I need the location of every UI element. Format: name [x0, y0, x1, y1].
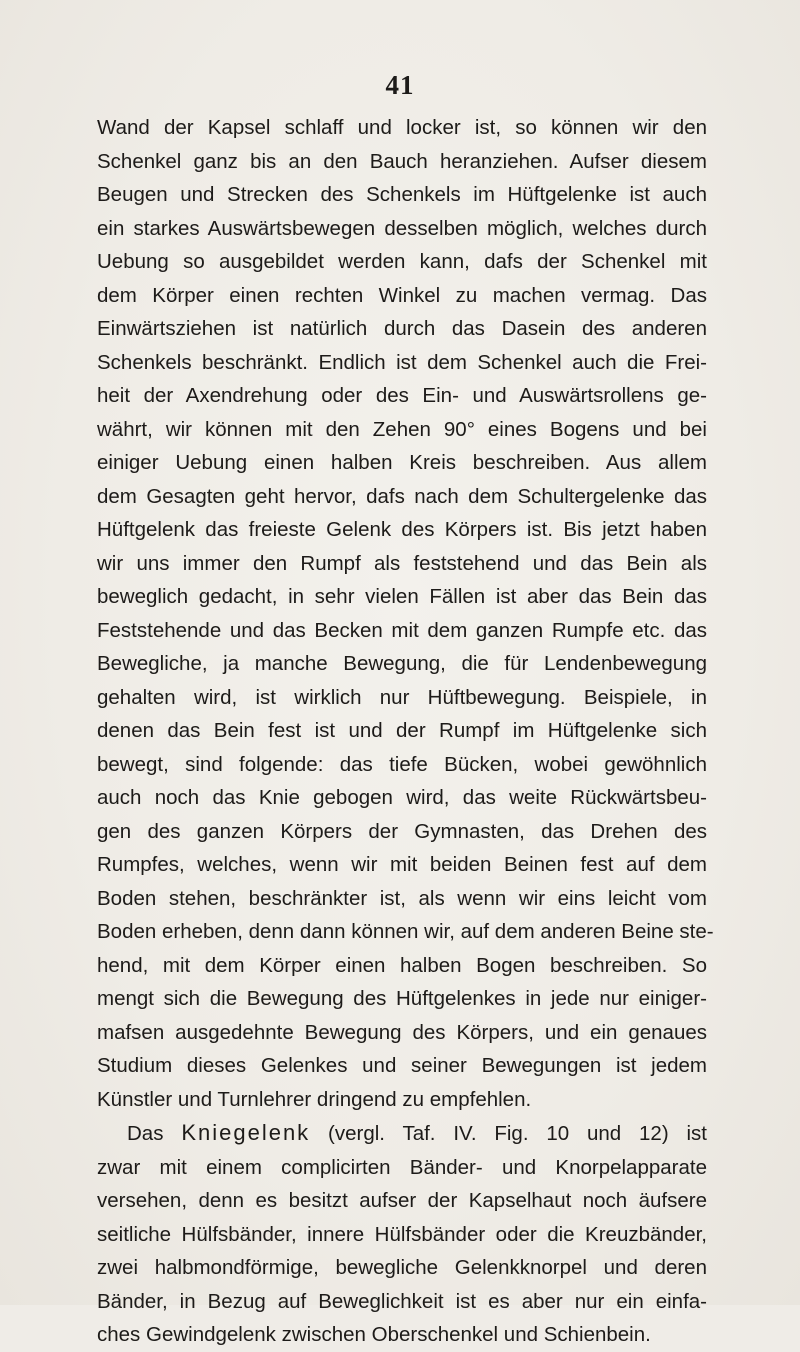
text-fragment: (vergl. Taf. IV. Fig. 10 und 12) ist	[328, 1122, 707, 1145]
text-line: mengt sich die Bewegung des Hüftgelenkes in jede nur einiger-	[97, 987, 707, 1010]
text-line: seitliche Hülfsbänder, innere Hülfsbänder oder die Kreuzbänder,	[97, 1222, 707, 1246]
text-line: Rumpfes, welches, wenn wir mit beiden Beinen fest auf dem	[97, 853, 707, 876]
text-line: hend, mit dem Körper einen halben Bogen beschreiben. So	[97, 953, 707, 977]
text-line: auch noch das Knie gebogen wird, das weite Rückwärtsbeu-	[97, 786, 707, 809]
text-line: währt, wir können mit den Zehen 90° eines Bogens und bei	[97, 417, 707, 441]
text-line: ein starkes Auswärtsbewegen desselben möglich, welches durch	[97, 216, 707, 240]
text-line: versehen, denn es besitzt aufser der Kapselhaut noch äufsere	[97, 1189, 707, 1212]
text-line: einiger Uebung einen halben Kreis beschreiben. Aus allem	[97, 451, 707, 474]
text-line: Bänder, in Bezug auf Beweglichkeit ist es aber nur ein einfa-	[97, 1289, 707, 1313]
text-line: Schenkels beschränkt. Endlich ist dem Schenkel auch die Frei-	[97, 350, 707, 374]
text-line: zwar mit einem complicirten Bänder- und Knorpelapparate	[97, 1155, 707, 1179]
page-number: 41	[385, 70, 415, 100]
body-text	[97, 111, 714, 1352]
text-line: Beugen und Strecken des Schenkels im Hüftgelenke ist auch	[97, 183, 707, 206]
text-line: Feststehende und das Becken mit dem ganzen Rumpfe etc. das	[97, 618, 707, 642]
text-line: heit der Axendrehung oder des Ein- und Auswärtsrollens ge-	[97, 384, 707, 407]
text-line: bewegt, sind folgende: das tiefe Bücken, wobei gewöhnlich	[97, 752, 707, 776]
text-line: mafsen ausgedehnte Bewegung des Körpers, und ein genaues	[97, 1020, 707, 1044]
text-line: Boden erheben, denn dann können wir, auf dem anderen Beine ste-	[97, 920, 714, 943]
text-line: dem Körper einen rechten Winkel zu machen vermag. Das	[97, 283, 707, 307]
text-line: denen das Bein fest ist und der Rumpf im Hüftgelenke sich	[97, 719, 707, 742]
text-line: gen des ganzen Körpers der Gymnasten, das Drehen des	[97, 819, 707, 843]
text-fragment: Das	[127, 1122, 164, 1145]
text-line: ches Gewindgelenk zwischen Oberschenkel und Schienbein.	[97, 1323, 651, 1346]
term-kniegelenk: Kniegelenk	[181, 1120, 311, 1145]
text-line: gehalten wird, ist wirklich nur Hüftbewegung. Beispiele, in	[97, 685, 707, 709]
text-line: Schenkel ganz bis an den Bauch heranziehen. Aufser diesem	[97, 149, 707, 173]
paragraph-hip-joint	[97, 111, 714, 1116]
text-line: Boden stehen, beschränkter ist, als wenn wir eins leicht vom	[97, 886, 707, 910]
text-line: beweglich gedacht, in sehr vielen Fällen ist aber das Bein das	[97, 585, 707, 608]
text-line: Studium dieses Gelenkes und seiner Bewegungen ist jedem	[97, 1054, 707, 1077]
paragraph-knee-joint	[97, 1116, 707, 1352]
text-line: Künstler und Turnlehrer dringend zu empfehlen.	[97, 1087, 532, 1111]
text-line: Wand der Kapsel schlaff und locker ist, so können wir den	[97, 116, 707, 139]
text-line: Uebung so ausgebildet werden kann, dafs der Schenkel mit	[97, 250, 707, 273]
text-line: Hüftgelenk das freieste Gelenk des Körpers ist. Bis jetzt haben	[97, 518, 707, 541]
text-line: wir uns immer den Rumpf als feststehend und das Bein als	[97, 551, 707, 575]
text-line: Einwärtsziehen ist natürlich durch das Dasein des anderen	[97, 317, 707, 340]
text-line	[97, 1116, 707, 1151]
text-line: zwei halbmondförmige, bewegliche Gelenkknorpel und deren	[97, 1256, 707, 1279]
text-line: Bewegliche, ja manche Bewegung, die für Lendenbewegung	[97, 652, 707, 675]
text-line: dem Gesagten geht hervor, dafs nach dem Schultergelenke das	[97, 484, 707, 508]
